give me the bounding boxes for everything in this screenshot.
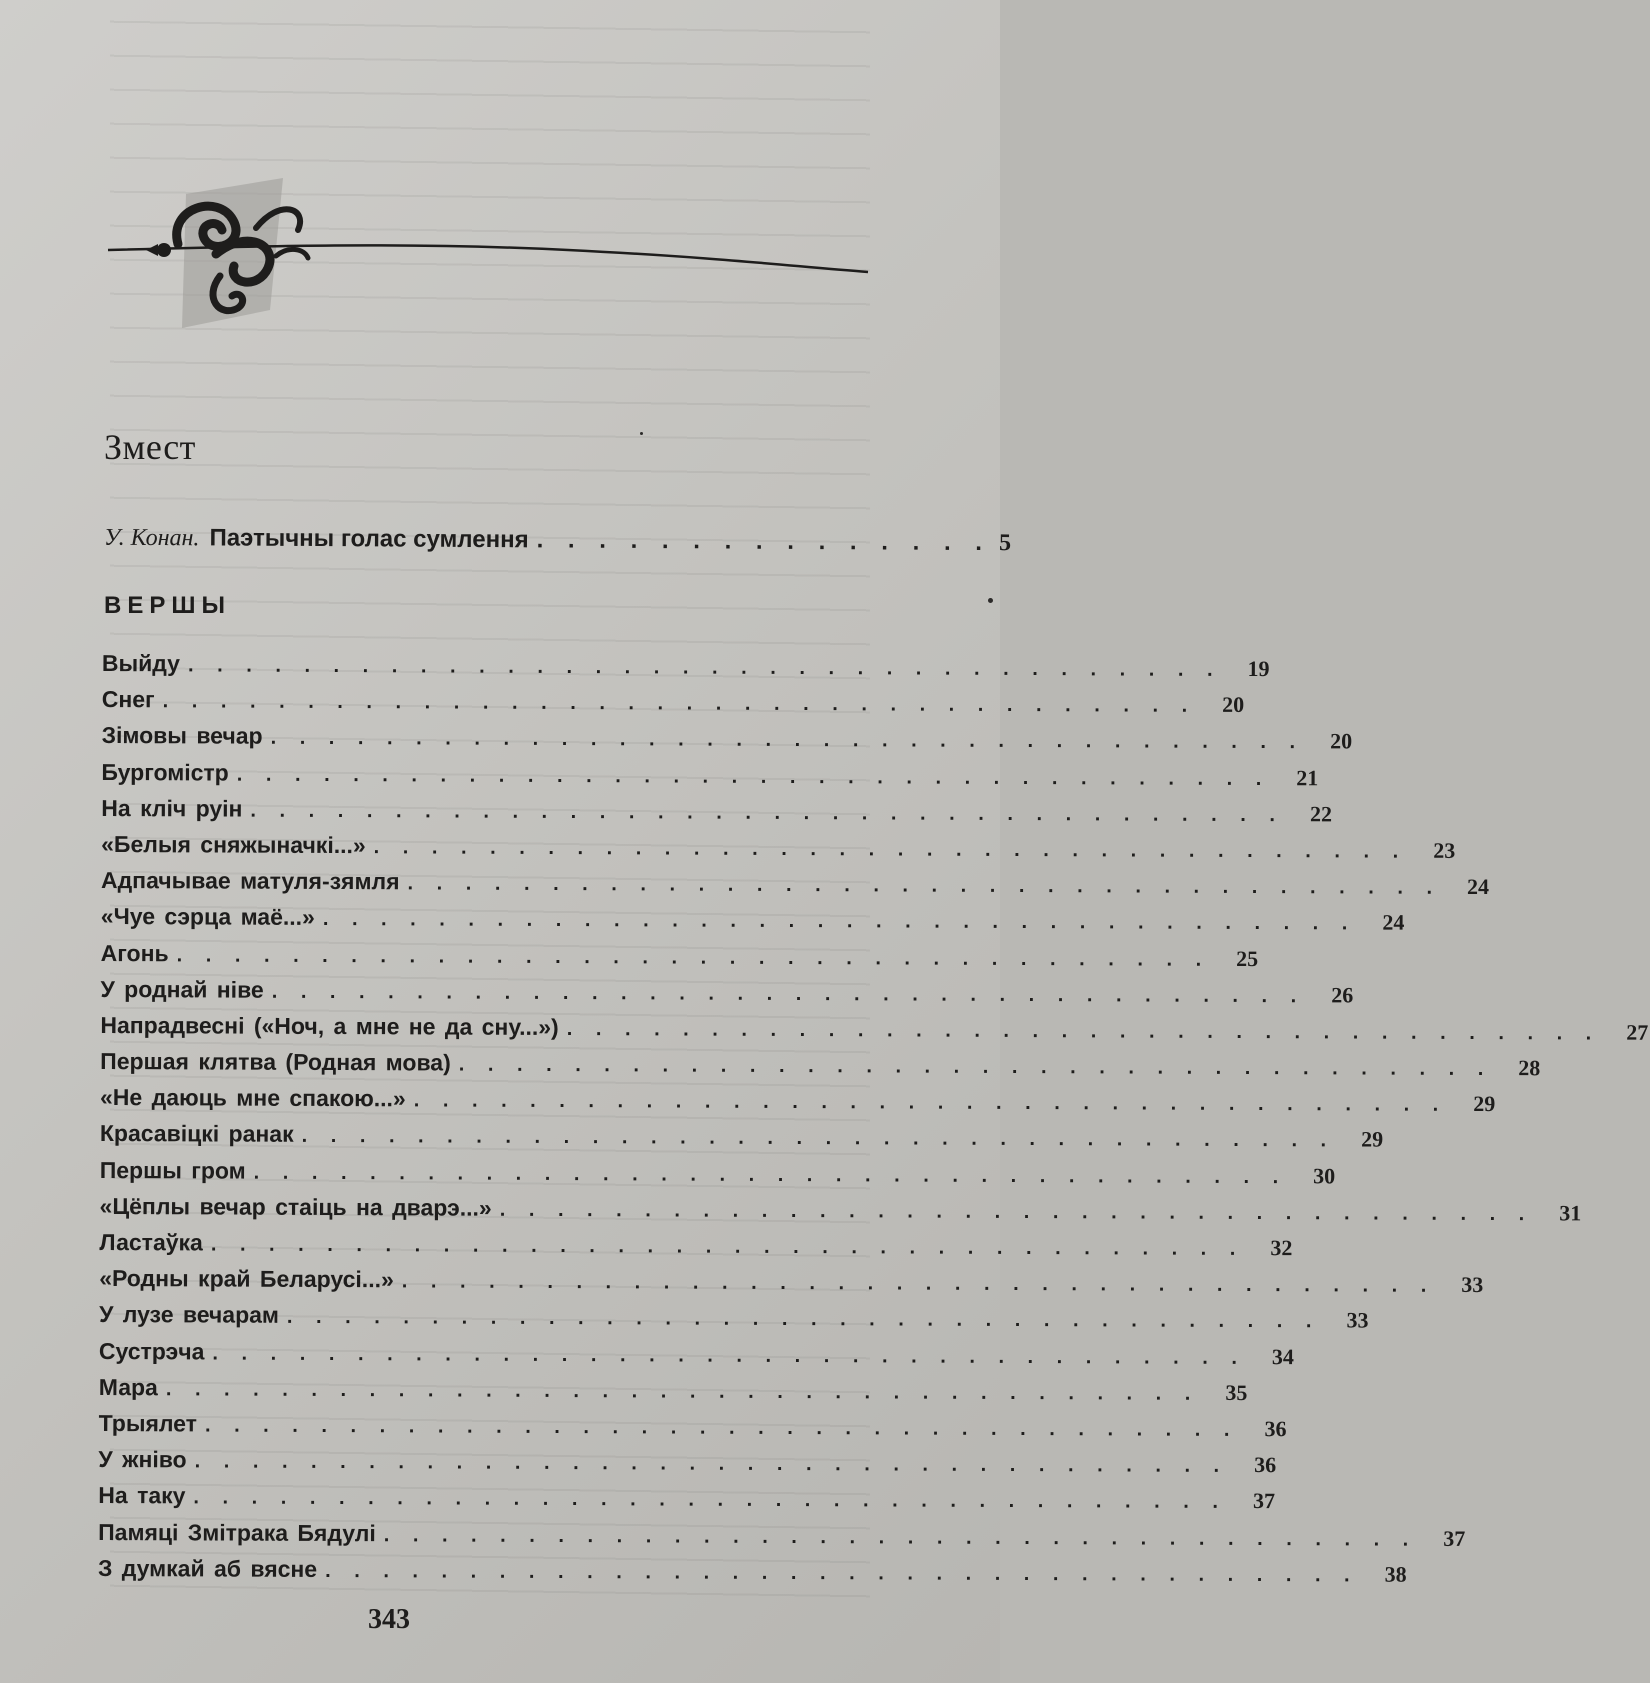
toc-entry-title: Першы гром [99,1156,246,1184]
toc-entry-title: З думкай аб вясне [97,1554,318,1582]
leader-dots: . . . . . . . . . . . . . . . . . . . . . . . . . . . . . . . . . . . . [270,727,1305,754]
toc-entry-title: Мара [98,1373,158,1401]
toc-entry-page: 33 [1461,1272,1484,1298]
leader-dots: . . . . . . . . . . . . . . . . . . . . . . . . . . . . . . . . . . . . [236,763,1271,790]
toc-entry [101,686,1245,726]
toc-entry [98,1337,1294,1378]
toc-entry-page: 34 [1271,1343,1294,1369]
toc-entry-title: Адпачывае матуля-зямля [100,867,400,895]
toc-entry-page: 25 [1236,945,1259,971]
leader-dots: . . . . . . . . . . . . . . . . . . . . . . . . . . . . . . . . . . . . [325,1559,1359,1587]
toc-entry [99,1265,1484,1305]
toc-entry-title: На таку [98,1482,186,1509]
toc-entry [99,1301,1369,1341]
leader-dots: . . . . . . . . . . . . . . . . . . . . . . . . . . . . . . . . . . . . [250,799,1285,826]
toc-entry-page: 29 [1473,1091,1496,1117]
toc-entry-page: 26 [1331,982,1354,1008]
leader-dots: . . . . . . . . . . . . . . . . . . . . . . . . . . . . . . . . . . . . [271,980,1306,1007]
section-heading: ВЕРШЫ [104,592,231,619]
toc-entry-page: 20 [1330,728,1353,754]
leader-dots: . . . . . . . . . . . . . . . . . . . . . . . . . . . . . . . . . . . . [204,1414,1239,1441]
toc-entry [97,1554,1407,1595]
leader-dots: . . . . . . . . . . . . . . . . . . . . . . . . . . . . . . . . . . . . [413,1089,1448,1117]
toc-entry [98,1373,1248,1414]
leader-dots: . . . . . . . . . . . . . . . . . . . . . . . . . . . . . . . . . . . . [322,908,1357,935]
toc-entry-page: 29 [1361,1126,1384,1153]
toc-intro-entry [103,524,1012,557]
toc-entry [101,650,1270,690]
toc-entry [100,903,1405,943]
leader-dots: . . . . . . . . . . . . . . . . . . . . . . . . . . . . . . . . . . . . [212,1342,1246,1369]
toc-entry-title: Зімовы вечар [101,722,263,750]
toc-entry-title: Выйду [101,650,181,677]
leader-dots: . . . . . . . . . . . . . . . . . . . . . . . . . . . . . . . . . . . . [165,1378,1200,1405]
leader-dots: . . . . . . . . . . . . . . . . . . . . . . . . . . . . . . . . . . . . [383,1523,1418,1551]
toc-entry [98,1446,1277,1486]
toc-entry-title: Бургомістр [101,758,229,786]
toc-entry-page: 36 [1254,1452,1277,1478]
toc-entry [101,830,1456,871]
toc-entry [100,1011,1649,1052]
toc-entry-title: У жніво [98,1446,187,1473]
toc-entry-title: «Чуе сэрца маё...» [100,903,315,931]
leader-dots: . . . . . . . . . . . . . . . . . . . . . . . . . . . . . . . . . . . . [499,1198,1534,1226]
floral-scroll-ornament-icon [108,158,868,338]
leader-dots: . . . . . . . . . . . . . . . . . . . . . . . . . . . . . . . . . . . . [566,1017,1601,1045]
toc-entry-title: «Белыя сняжыначкі...» [101,830,366,859]
toc-entry-title: «Не даюць мне спакою...» [99,1084,406,1112]
toc-entry-page: 33 [1346,1307,1369,1333]
toc-entry [101,794,1333,835]
leader-dots: . . . . . . . . . . . . . . . . . . . . . . . . . . . . . . . . . . . . [253,1161,1288,1188]
toc-entry [98,1518,1466,1558]
toc-entry-title: Красавіцкі ранак [99,1120,294,1148]
toc-entry-title: На кліч руін [101,794,243,822]
toc-entry-title: «Цёплы вечар стаіць на дварэ...» [99,1192,492,1221]
toc-entry-title: Трыялет [98,1409,198,1437]
leader-dots: . . . . . . . . . . . . . . . . . . . . . . . . . . . . . . . . . . . . [210,1233,1245,1260]
paper-speck [988,598,993,603]
toc-entry-title: Сустрэча [98,1337,205,1365]
toc-entry-title: Ластаўка [99,1228,203,1256]
toc-entry [100,975,1354,1016]
toc-entry [100,1048,1541,1088]
toc-entry-page: 37 [1252,1488,1276,1514]
toc-entry-page: 27 [1626,1019,1649,1045]
paper-speck [640,432,643,435]
intro-author: У. Конан. [103,524,200,552]
toc-entry-page: 28 [1518,1055,1541,1081]
toc-entry-page: 36 [1264,1416,1287,1442]
toc-entry-title: Снег [101,686,155,713]
toc-list [97,650,1649,1594]
leader-dots: . . . . . . . . . . . . . . . . . . . . . . . . . . . . . . . . . . . . [176,943,1211,971]
page-number: 343 [368,1604,410,1635]
toc-entry [99,1120,1384,1160]
toc-entry-page: 31 [1559,1200,1582,1226]
leader-dots: . . . . . . . . . . . . . . . . . . . . . . . . . . . . . . . . . . . . [373,836,1408,863]
toc-entry [99,1228,1293,1269]
toc-entry [99,1084,1496,1124]
leader-dots: . . . . . . . . . . . . . . . . . . . . . . . . . . . . . . . . . . . . [193,1486,1228,1514]
toc-entry-title: Першая клятва (Родная мова) [100,1048,451,1076]
toc-entry-page: 21 [1296,764,1319,790]
toc-entry-page: 24 [1382,909,1405,935]
leader-dots: . . . . . . . . . . . . . . . . . . . . . . . . . . . . . . . . . . . . [458,1053,1493,1081]
toc-entry-page: 24 [1467,874,1490,900]
toc-entry-page: 22 [1309,801,1333,827]
toc-entry [100,939,1259,979]
toc-entry-page: 30 [1313,1162,1336,1189]
toc-entry-title: Памяці Змітрака Бядулі [98,1518,376,1546]
leader-dots: . . . . . . . . . . . . . . . . . . . . . . . . . . . . . . . . . . . . [162,690,1197,717]
leader-dots: . . . . . . . . . . . . . . . . . . . . . . . . . . . . . . . . . . . . [301,1125,1336,1152]
leader-dots: . . . . . . . . . . . . . . . . . . . . . . . . . . . . . . . . . . . . [401,1270,1436,1298]
intro-title: Паэтычны голас сумлення [209,524,529,554]
toc-entry-page: 23 [1433,837,1456,863]
toc-entry-title: Напрадвесні («Ноч, а мне не да сну...») [100,1011,559,1040]
toc-entry [99,1192,1582,1233]
toc-entry-page: 38 [1384,1561,1407,1587]
toc-entry-title: Агонь [100,939,169,966]
toc-entry-page: 35 [1225,1379,1248,1405]
toc-entry [98,1482,1276,1522]
toc-entry-page: 19 [1247,655,1270,682]
toc-entry [100,867,1490,907]
intro-page-number: 5 [998,530,1012,557]
toc-entry-title: У роднай ніве [100,975,264,1003]
leader-dots: . . . . . . . . . . . . . . . . . . . . . . . . . . . . . . . . . . . . [187,654,1222,681]
toc-entry-page: 32 [1270,1235,1293,1261]
leader-dots: . . . . . . . . . . . . . . . . . . . . . . . . . . . . . . . . . . . . [286,1306,1321,1333]
leader-dots: . . . . . . . . . . . . . . . . . . . . . . . . . . . . . . . . . . . . [407,872,1442,899]
toc-entry-title: «Родны край Беларусі...» [99,1265,394,1293]
contents-heading: Змест [104,427,196,467]
leader-dots: . . . . . . . . . . . . . . . . . . . . . . . . . . . . . . . . . . . . [194,1450,1229,1478]
toc-entry-page: 20 [1222,692,1245,718]
toc-entry-page: 37 [1443,1525,1466,1551]
toc-entry [101,722,1353,762]
leader-dots: . . . . . . . . . . . . . . . [536,526,992,557]
toc-entry [101,758,1319,799]
toc-entry [99,1156,1336,1197]
toc-entry-title: У лузе вечарам [99,1301,280,1329]
toc-entry [98,1409,1287,1450]
